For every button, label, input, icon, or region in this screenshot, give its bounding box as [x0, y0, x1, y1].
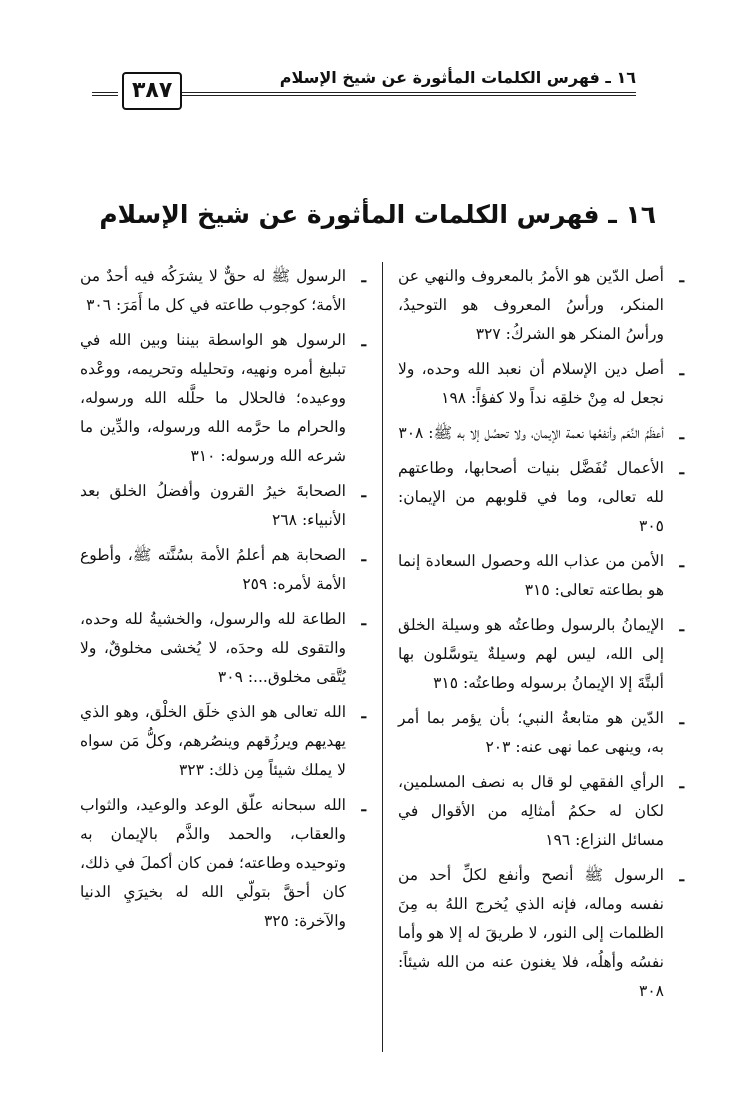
entry-text: الصحابة هم أعلمُ الأمة بسُنَّته ﷺ، وأطوع الأمة لأمره: ٢٥٩	[80, 546, 346, 593]
section-title: ١٦ ـ فهرس الكلمات المأثورة عن شيخ الإسلام	[99, 200, 656, 229]
index-entry	[398, 262, 684, 349]
entry-text: الصحابةَ خيرُ القرون وأفضلُ الخلق بعد الأنبياء: ٢٦٨	[80, 482, 346, 529]
entry-bullet: ـ	[361, 546, 366, 565]
index-entry	[398, 768, 684, 855]
index-entry	[398, 419, 684, 448]
entry-bullet: ـ	[679, 616, 684, 635]
entry-bullet: ـ	[679, 459, 684, 478]
running-title: ١٦ ـ فهرس الكلمات المأثورة عن شيخ الإسلام	[279, 68, 636, 87]
header-rule	[168, 95, 636, 96]
index-entry	[80, 541, 366, 599]
right-column	[398, 262, 684, 1012]
entry-text: أعظَمُ النِّعَم وأنفعُها نعمة الإيمان، ولا تحصُل إلا به ﷺ: ٣٠٨	[398, 424, 664, 442]
index-entry	[398, 454, 684, 541]
entry-text: الرسول هو الواسطة بيننا وبين الله في تبليغ أمره ونهيه، وتحليله وتحريمه، ووعْده ووعيده؛ فالحلال ما حلَّله الله ورسوله، والحرام ما حرَّمه الله ورسوله، والدِّين ما شرعه الله ورسوله: ٣١٠	[80, 331, 346, 465]
index-entry	[80, 605, 366, 692]
index-entry	[80, 477, 366, 535]
entry-bullet: ـ	[679, 866, 684, 885]
index-entry	[398, 547, 684, 605]
index-entry	[398, 861, 684, 1006]
index-entry	[398, 704, 684, 762]
entry-bullet: ـ	[679, 773, 684, 792]
entry-text: الإيمانُ بالرسول وطاعتُه هو وسيلة الخلق إلى الله، ليس لهم وسيلةٌ يتوسَّلون بها ألبتَّةَ إلا الإيمانُ برسوله وطاعتُه: ٣١٥	[398, 616, 664, 692]
index-entry	[80, 326, 366, 471]
entry-bullet: ـ	[361, 267, 366, 286]
entry-text: الطاعة لله والرسول، والخشيةُ لله وحده، والتقوى لله وحدَه، لا يُخشى مخلوقٌ، ولا يُتَّقى مخلوق...: ٣٠٩	[80, 610, 346, 686]
entry-text: الرسول ﷺ أنصح وأنفع لكلِّ أحد من نفسه وماله، فإنه الذي يُخرج اللهُ به مِنَ الظلمات إلى النور، لا طريقَ له إلا هو وأما نفسُه وأهلُه، فلا يغنون عنه من الله شيئاً: ٣٠٨	[398, 866, 664, 1000]
header-rule	[92, 92, 118, 93]
entry-text: الأعمال تُفَضَّل بنيات أصحابها، وطاعتهم لله تعالى، وما في قلوبهم من الإيمان: ٣٠٥	[398, 459, 664, 535]
entry-bullet: ـ	[361, 482, 366, 501]
column-divider	[382, 262, 383, 1052]
entry-bullet: ـ	[679, 552, 684, 571]
entry-text: أصل الدّين هو الأمرُ بالمعروف والنهي عن المنكر، ورأسُ المعروف هو التوحيدُ، ورأسُ المنكر هو الشركُ: ٣٢٧	[398, 267, 664, 343]
entry-bullet: ـ	[679, 424, 684, 443]
entry-bullet: ـ	[361, 796, 366, 815]
entry-text: الله تعالى هو الذي خلَق الخلْق، وهو الذي يهديهم ويرزُقهم وينصُرهم، وكلُّ مَن سواه لا يملك شيئاً مِن ذلك: ٣٢٣	[80, 703, 346, 779]
page-number: ٣٨٧	[122, 72, 182, 110]
index-entry	[398, 355, 684, 413]
entry-text: الرأي الفقهي لو قال به نصف المسلمين، لكان له حكمُ أمثالِه من الأقوال في مسائل النزاع: ١٩٦	[398, 773, 664, 849]
entry-text: الرسول ﷺ له حقٌّ لا يشرَكُه فيه أحدٌ من الأمة؛ كوجوب طاعته في كل ما أَمَرَ: ٣٠٦	[80, 267, 346, 314]
index-entry	[80, 791, 366, 936]
left-column	[80, 262, 366, 942]
entry-bullet: ـ	[361, 703, 366, 722]
entry-bullet: ـ	[679, 709, 684, 728]
entry-bullet: ـ	[361, 331, 366, 350]
entry-text: الأمن من عذاب الله وحصول السعادة إنما هو بطاعته تعالى: ٣١٥	[398, 552, 664, 599]
page-header	[92, 64, 636, 112]
entry-text: الدّين هو متابعةُ النبي؛ بأن يؤمر بما أمر به، وينهى عما نهى عنه: ٢٠٣	[398, 709, 664, 756]
entry-bullet: ـ	[679, 360, 684, 379]
entry-bullet: ـ	[361, 610, 366, 629]
header-rule	[168, 92, 636, 93]
entry-text: أصل دين الإسلام أن نعبد الله وحده، ولا نجعل له مِنْ خلقِه نداً ولا كفؤاً: ١٩٨	[398, 360, 664, 407]
entry-bullet: ـ	[679, 267, 684, 286]
index-entry	[80, 698, 366, 785]
entry-text: الله سبحانه علّق الوعد والوعيد، والثواب والعقاب، والحمد والذَّم بالإيمان به وتوحيده وطاعته؛ فمن كان أكملَ في ذلك، كان أحقَّ بتولّي الله له بخيرَيِ الدنيا والآخرة: ٣٢٥	[80, 796, 346, 930]
index-entry	[80, 262, 366, 320]
header-rule	[92, 95, 118, 96]
index-columns	[80, 262, 684, 1062]
index-entry	[398, 611, 684, 698]
